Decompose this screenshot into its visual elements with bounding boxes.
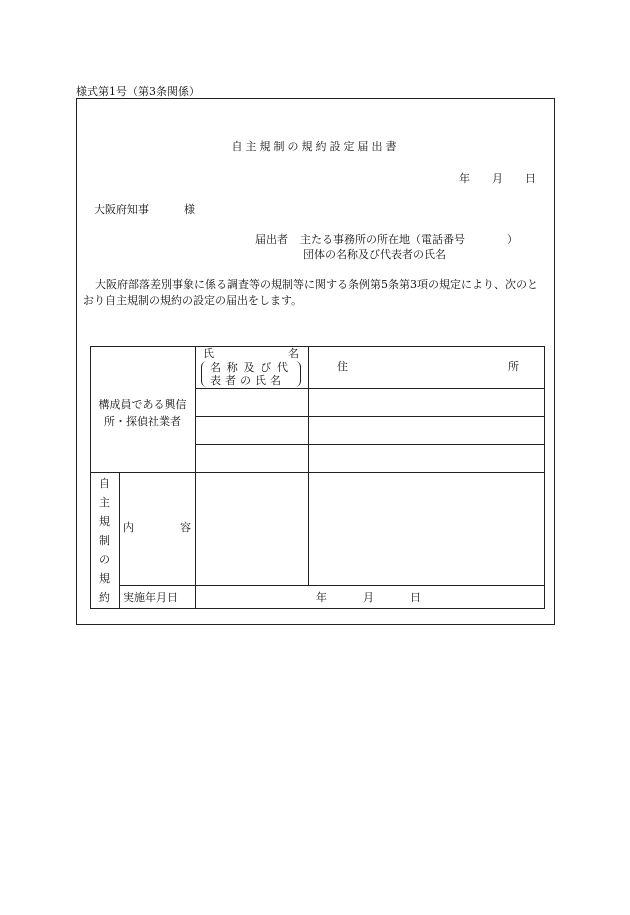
impl-year: 年 xyxy=(316,591,327,604)
form-number-label: 様式第1号（第3条関係） xyxy=(76,85,200,98)
phone-close-paren: ） xyxy=(507,233,518,246)
table-border-right xyxy=(544,346,545,609)
body-text: 大阪府部落差別事象に係る調査等の規制等に関する条例第5条第3項の規定により、次のとおり自主規制の規約の設定の届出をします。 xyxy=(83,278,538,307)
table-rule-v1 xyxy=(195,346,196,609)
rule-char: 約 xyxy=(99,591,110,604)
addressee-honorific: 様 xyxy=(184,203,195,216)
header-address-2: 所 xyxy=(508,360,519,373)
rule-char: の xyxy=(99,553,110,566)
implementation-label: 実施年月日 xyxy=(123,591,178,604)
content-label-1: 内 xyxy=(123,521,134,534)
submission-date xyxy=(459,172,536,186)
document-title: 自主規制の規約設定届出書 xyxy=(231,140,400,153)
rule-char: 規 xyxy=(99,572,110,585)
date-day: 日 xyxy=(525,172,536,185)
table-rule-v2 xyxy=(308,346,309,586)
table-rule-h3 xyxy=(195,444,545,445)
addressee-name: 大阪府知事 xyxy=(94,203,149,216)
office-location-label: 主たる事務所の所在地（電話番号 xyxy=(300,233,465,246)
table-rule-h5 xyxy=(119,585,545,586)
date-year: 年 xyxy=(459,172,470,185)
form-frame xyxy=(76,98,555,625)
table-rule-h2 xyxy=(195,416,545,417)
members-table xyxy=(90,346,545,609)
org-name-label: 団体の名称及び代表者の氏名 xyxy=(303,248,446,261)
impl-month: 月 xyxy=(363,591,374,604)
header-name-bracket: 名称及び代表者の氏名 xyxy=(201,361,301,387)
header-name-cell xyxy=(197,347,305,387)
table-border-top xyxy=(90,346,545,347)
content-label-2: 容 xyxy=(180,521,191,534)
table-rule-v3 xyxy=(119,472,120,609)
applicant-label: 届出者 xyxy=(255,233,288,246)
header-name-2: 名 xyxy=(288,347,299,360)
table-rule-h1 xyxy=(195,388,545,389)
table-border-bottom xyxy=(90,608,545,609)
rule-vertical-label xyxy=(90,474,119,607)
header-address-1: 住 xyxy=(337,360,348,373)
table-rule-h4 xyxy=(90,472,545,473)
header-name-1: 氏 xyxy=(203,347,214,360)
date-month: 月 xyxy=(492,172,503,185)
content-label xyxy=(123,521,191,535)
members-label: 構成員である興信所・探偵社業者 xyxy=(98,398,187,429)
impl-day: 日 xyxy=(410,591,421,604)
rule-char: 主 xyxy=(99,496,110,509)
implementation-date xyxy=(316,591,421,605)
addressee xyxy=(94,203,195,217)
rule-char: 規 xyxy=(99,515,110,528)
rule-char: 制 xyxy=(99,534,110,547)
applicant-line xyxy=(255,233,518,247)
rule-char: 自 xyxy=(99,477,110,490)
